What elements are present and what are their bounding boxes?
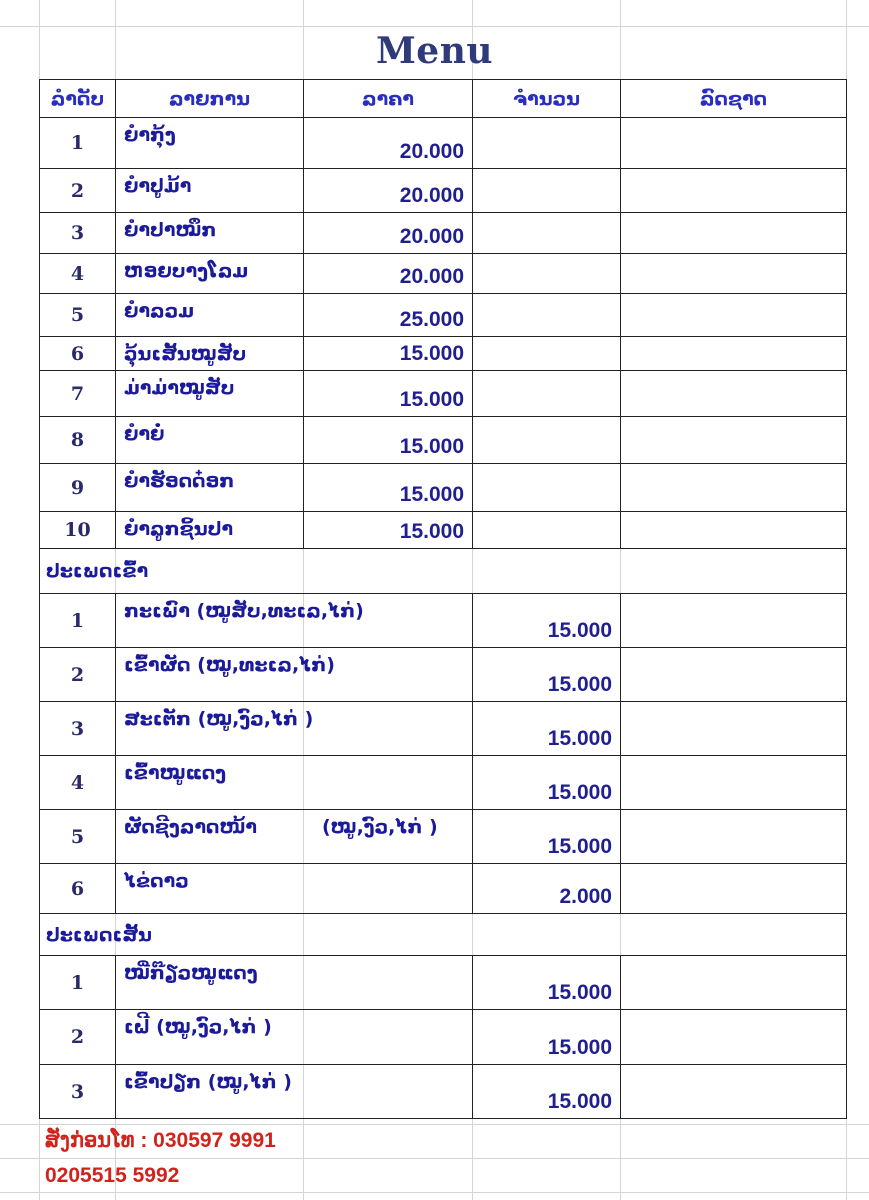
table-row — [40, 169, 847, 213]
item-price: 20.000 — [304, 213, 473, 254]
item-price: 15.000 — [473, 594, 621, 648]
item-name: ຍຳຍໍ່ — [116, 417, 304, 464]
item-name: ຍຳລວມ — [116, 294, 304, 337]
quantity-cell[interactable] — [473, 294, 621, 337]
item-price: 15.000 — [473, 810, 621, 864]
item-name: ຜັດຊີງລາດໜ້າ — [116, 810, 304, 864]
flavor-cell[interactable] — [621, 756, 847, 810]
quantity-cell[interactable] — [473, 512, 621, 549]
quantity-cell[interactable] — [473, 464, 621, 512]
item-price: 20.000 — [304, 169, 473, 213]
item-price: 15.000 — [473, 1010, 621, 1065]
table-row — [40, 864, 847, 914]
item-price: 15.000 — [473, 648, 621, 702]
flavor-cell[interactable] — [621, 294, 847, 337]
row-number: 1 — [40, 594, 116, 648]
flavor-cell[interactable] — [621, 512, 847, 549]
section-header-row — [40, 914, 847, 956]
quantity-cell[interactable] — [473, 169, 621, 213]
flavor-cell[interactable] — [621, 594, 847, 648]
item-name: ຍຳລູກຊິ້ນປາ — [116, 512, 304, 549]
item-price: 15.000 — [304, 464, 473, 512]
row-number: 6 — [40, 337, 116, 371]
header-row — [40, 80, 847, 118]
gridline — [0, 1192, 869, 1193]
item-name: ຍຳຮັອດດ໋ອກ — [116, 464, 304, 512]
row-number: 8 — [40, 417, 116, 464]
item-price: 15.000 — [304, 337, 473, 371]
header-price: ລາຄາ — [304, 80, 473, 118]
table-row — [40, 118, 847, 169]
quantity-cell[interactable] — [473, 371, 621, 417]
table-row — [40, 337, 847, 371]
item-options: (ໝູ,ງົວ,ໄກ່ ) — [304, 810, 473, 864]
item-name: ຍຳປາໝຶກ — [116, 213, 304, 254]
flavor-cell[interactable] — [621, 337, 847, 371]
row-number: 6 — [40, 864, 116, 914]
flavor-cell[interactable] — [621, 864, 847, 914]
row-number: 5 — [40, 810, 116, 864]
section-noodle-label: ປະເພດເສັ້ນ — [40, 914, 847, 956]
item-name: ກະເພົາ (ໝູສັບ,ທະເລ,ໄກ່) — [116, 594, 473, 648]
flavor-cell[interactable] — [621, 956, 847, 1010]
flavor-cell[interactable] — [621, 118, 847, 169]
section-header-row — [40, 549, 847, 594]
table-row — [40, 702, 847, 756]
item-price: 15.000 — [304, 417, 473, 464]
item-price: 2.000 — [473, 864, 621, 914]
item-name: ວຸ້ນເສັ້ນໝູສັບ — [116, 337, 304, 371]
row-number: 10 — [40, 512, 116, 549]
table-row — [40, 648, 847, 702]
item-price: 15.000 — [473, 756, 621, 810]
gridline — [0, 26, 869, 27]
row-number: 2 — [40, 169, 116, 213]
quantity-cell[interactable] — [473, 337, 621, 371]
table-row — [40, 254, 847, 294]
row-number: 4 — [40, 254, 116, 294]
row-number: 2 — [40, 648, 116, 702]
table-row — [40, 594, 847, 648]
item-name: ມ່າມ່າໝູສັບ — [116, 371, 304, 417]
header-item: ລາຍການ — [116, 80, 304, 118]
item-price: 20.000 — [304, 118, 473, 169]
row-number: 7 — [40, 371, 116, 417]
quantity-cell[interactable] — [473, 417, 621, 464]
item-name: ໝີ່ກ໊ຽວໝູແດງ — [116, 956, 473, 1010]
flavor-cell[interactable] — [621, 213, 847, 254]
flavor-cell[interactable] — [621, 254, 847, 294]
row-number: 4 — [40, 756, 116, 810]
quantity-cell[interactable] — [473, 213, 621, 254]
table-row — [40, 810, 847, 864]
row-number: 1 — [40, 956, 116, 1010]
flavor-cell[interactable] — [621, 417, 847, 464]
header-quantity: ຈຳນວນ — [473, 80, 621, 118]
item-name: ຍຳປູມ້າ — [116, 169, 304, 213]
table-row — [40, 956, 847, 1010]
item-name: ສະເຕັກ (ໝູ,ງົວ,ໄກ່ ) — [116, 702, 473, 756]
blank-cell — [304, 756, 473, 810]
item-price: 20.000 — [304, 254, 473, 294]
flavor-cell[interactable] — [621, 1010, 847, 1065]
flavor-cell[interactable] — [621, 464, 847, 512]
flavor-cell[interactable] — [621, 1065, 847, 1119]
header-no: ລຳດັບ — [40, 80, 116, 118]
gridline — [0, 1124, 869, 1125]
flavor-cell[interactable] — [621, 169, 847, 213]
table-row — [40, 294, 847, 337]
table-row — [40, 464, 847, 512]
table-row — [40, 417, 847, 464]
row-number: 9 — [40, 464, 116, 512]
table-row — [40, 756, 847, 810]
row-number: 3 — [40, 1065, 116, 1119]
quantity-cell[interactable] — [473, 118, 621, 169]
item-price: 15.000 — [473, 956, 621, 1010]
item-name: ຍຳກຸ້ງ — [116, 118, 304, 169]
flavor-cell[interactable] — [621, 371, 847, 417]
flavor-cell[interactable] — [621, 810, 847, 864]
order-phone-line: ສັ່ງກ່ອນໂທ : 030597 9991 — [45, 1129, 276, 1152]
section-rice-label: ປະເພດເຂົ້າ — [40, 549, 847, 594]
table-row — [40, 1065, 847, 1119]
table-row — [40, 371, 847, 417]
item-price: 15.000 — [473, 1065, 621, 1119]
item-price: 15.000 — [304, 371, 473, 417]
table-row — [40, 1010, 847, 1065]
row-number: 2 — [40, 1010, 116, 1065]
row-number: 1 — [40, 118, 116, 169]
item-name: ເຝີ (ໝູ,ງົວ,ໄກ່ ) — [116, 1010, 473, 1065]
flavor-cell[interactable] — [621, 702, 847, 756]
header-flavor: ລົດຊາດ — [621, 80, 847, 118]
row-number: 5 — [40, 294, 116, 337]
order-phone-line-2: 0205515 5992 — [45, 1164, 180, 1187]
item-name: ຫອຍບາງໂລມ — [116, 254, 304, 294]
quantity-cell[interactable] — [473, 254, 621, 294]
item-price: 25.000 — [304, 294, 473, 337]
table-row — [40, 512, 847, 549]
menu-table — [39, 79, 847, 1119]
item-name: ໄຂ່ດາວ — [116, 864, 473, 914]
item-name: ເຂົ້າປຽກ (ໝູ,ໄກ່ ) — [116, 1065, 473, 1119]
row-number: 3 — [40, 213, 116, 254]
item-price: 15.000 — [304, 512, 473, 549]
table-row — [40, 213, 847, 254]
flavor-cell[interactable] — [621, 648, 847, 702]
row-number: 3 — [40, 702, 116, 756]
item-price: 15.000 — [473, 702, 621, 756]
item-name: ເຂົ້າຜັດ (ໝູ,ທະເລ,ໄກ່) — [116, 648, 473, 702]
page-title: Menu — [375, 30, 494, 72]
item-name: ເຂົ້າໝູແດງ — [116, 756, 304, 810]
gridline — [0, 1158, 869, 1159]
